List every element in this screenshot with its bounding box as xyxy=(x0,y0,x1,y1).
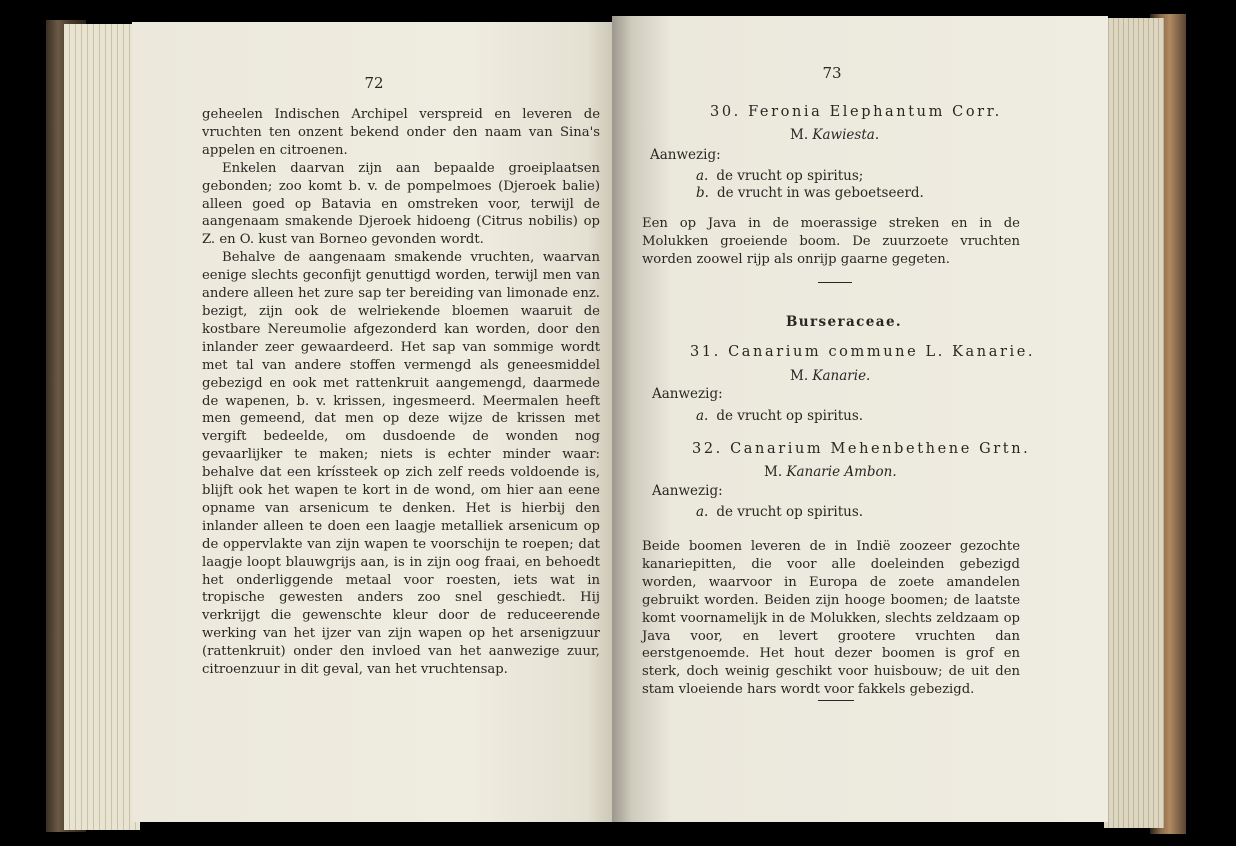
description-paragraph: Beide boomen leveren de in Indië zoozeer gezochte kanariepitten, die voor alle doeleinden gebezigd worden, waarvoor in Europa de zoete amandelen gebruikt worden. Beiden zijn hooge boomen; de laatste komt voornamelijk in de Molukken, slechts zeldzaam op Java voor, en levert grootere vruchten dan eerstgenoemde. Het hout dezer boomen is grof en sterk, doch weinig geschikt voor huisbouw; de uit den stam vloeiende hars wordt voor fakkels gebezigd. xyxy=(642,539,1020,698)
list-item: a. de vrucht op spiritus. xyxy=(696,504,864,520)
vernacular-name xyxy=(764,464,897,480)
aanwezig-label: Aanwezig: xyxy=(652,386,723,402)
vernacular-name xyxy=(790,127,879,143)
vernacular-value: Kawiesta. xyxy=(812,127,880,143)
page-number-right: 73 xyxy=(822,64,842,82)
page-edges-right xyxy=(1104,18,1164,828)
page-number-left: 72 xyxy=(364,74,384,92)
vernacular-prefix: M. xyxy=(790,127,809,143)
paragraph: geheelen Indischen Archipel verspreid en leveren de vruchten ten onzent bekend onder den naam van Sina's appelen en citroenen. xyxy=(202,107,600,158)
section-divider xyxy=(818,700,854,701)
aanwezig-label: Aanwezig: xyxy=(650,147,721,163)
species-title: 32. Canarium Mehenbethene Grtn. xyxy=(692,441,1031,457)
left-page-text xyxy=(202,106,600,679)
right-page xyxy=(612,16,1108,822)
aanwezig-label: Aanwezig: xyxy=(652,483,723,499)
list-item: b. de vrucht in was geboetseerd. xyxy=(696,185,924,201)
species-title: 31. Canarium commune L. Kanarie. xyxy=(690,344,1036,360)
page-edges-left xyxy=(64,24,140,830)
left-page xyxy=(132,22,616,822)
vernacular-prefix: M. xyxy=(764,464,783,480)
description-paragraph: Een op Java in de moerassige streken en in de Molukken groeiende boom. De zuurzoete vruchten worden zoowel rijp als onrijp gaarne gegeten. xyxy=(642,216,1020,267)
list-item: a. de vrucht op spiritus; xyxy=(696,168,864,184)
section-divider xyxy=(818,282,852,283)
species-title: 30. Feronia Elephantum Corr. xyxy=(710,104,1002,120)
vernacular-prefix: M. xyxy=(790,368,809,384)
vernacular-value: Kanarie Ambon. xyxy=(786,464,897,480)
vernacular-name xyxy=(790,368,870,384)
vernacular-value: Kanarie. xyxy=(812,368,871,384)
paragraph: Enkelen daarvan zijn aan bepaalde groeiplaatsen gebonden; zoo komt b. v. de pompelmoes (Djeroek balie) alleen goed op Batavia en omstreken voor, terwijl de aangenaam smakende Djeroek hidoeng (Citrus nobilis) op Z. en O. kust van Borneo gevonden wordt. xyxy=(202,160,600,248)
list-item: a. de vrucht op spiritus. xyxy=(696,408,864,424)
paragraph: Behalve de aangenaam smakende vruchten, waarvan eenige slechts geconfijt genuttigd worden, terwijl men van andere alleen het zure sap ter bereiding van limonade enz. bezigt, zijn ook de welriekende bloemen waaruit de kostbare Nereumolie afgezonderd kan worden, door den inlander zeer gewaardeerd. Het sap van sommige wordt met tal van andere stoffen vermengd als geneesmiddel gebezigd en ook met rattenkruit aangemengd, daarmede de wapenen, b. v. krissen, ingesmeerd. Meermalen heeft men gemeend, dat men op deze wijze de krissen met vergift bedeelde, om dusdoende de wonden nog gevaarlijker te maken; niets is echter minder waar: behalve dat een kríssteek op zich zelf reeds voldoende is, blijft ook het wapen te kort in de wond, om hier aan eene opname van arsenicum te denken. Het is hierbij den inlander alleen te doen een laagje metalliek arsenicum op de oppervlakte van zijn wapen te voorschijn te roepen; dat laagje loopt blauwgrijs aan, is in zijn oog fraai, en behoedt het onderliggende metaal voor roesten, iets wat in tropische gewesten anders zoo snel geschiedt. Hij verkrijgt die gewenschte kleur door de reduceerende werking van het ijzer van zijn wapen op het arsenigzuur (rattenkruit) onder den invloed van het aanwezige zuur, citroenzuur in dit geval, van het vruchtensap. xyxy=(202,250,600,678)
family-heading: Burseraceae. xyxy=(786,314,903,330)
